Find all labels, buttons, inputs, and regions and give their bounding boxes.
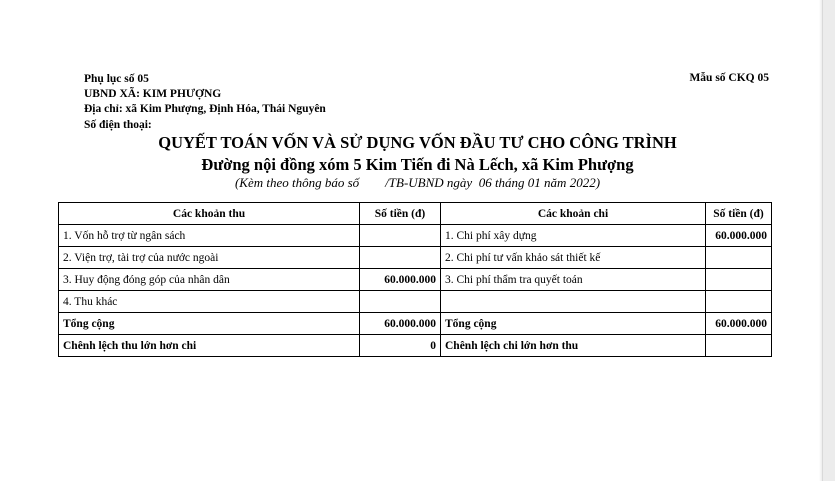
settlement-table bbox=[58, 202, 772, 357]
header-income-amount: Số tiền (đ) bbox=[360, 203, 441, 225]
income-amount bbox=[360, 291, 441, 313]
income-item: 3. Huy động đóng góp của nhân dân bbox=[59, 269, 360, 291]
total-row bbox=[59, 313, 772, 335]
income-item: 4. Thu khác bbox=[59, 291, 360, 313]
agency-name: UBND XÃ: KIM PHƯỢNG bbox=[84, 88, 222, 100]
expense-total-label: Tổng cộng bbox=[441, 313, 706, 335]
table-row bbox=[59, 225, 772, 247]
surplus-amount: 0 bbox=[360, 335, 441, 357]
form-code: Mẫu số CKQ 05 bbox=[689, 72, 769, 84]
expense-item: 1. Chi phí xây dựng bbox=[441, 225, 706, 247]
reference-note: (Kèm theo thông báo số /TB-UBND ngày 06 tháng 01 năm 2022) bbox=[234, 175, 601, 190]
table-row bbox=[59, 269, 772, 291]
header-income-items: Các khoản thu bbox=[59, 203, 360, 225]
income-total-label: Tổng cộng bbox=[59, 313, 360, 335]
income-amount bbox=[360, 247, 441, 269]
document-title: QUYẾT TOÁN VỐN VÀ SỬ DỤNG VỐN ĐẦU TƯ CHO CÔNG TRÌNH bbox=[158, 133, 677, 152]
income-total-amount: 60.000.000 bbox=[360, 313, 441, 335]
expense-amount bbox=[706, 291, 772, 313]
table-header-row bbox=[59, 203, 772, 225]
project-name: Đường nội đồng xóm 5 Kim Tiến đi Nà Lếch, xã Kim Phượng bbox=[201, 155, 634, 174]
expense-item: 3. Chi phí thẩm tra quyết toán bbox=[441, 269, 706, 291]
surplus-label: Chênh lệch thu lớn hơn chi bbox=[59, 335, 360, 357]
expense-item bbox=[441, 291, 706, 313]
table-row bbox=[59, 291, 772, 313]
difference-row bbox=[59, 335, 772, 357]
vertical-scrollbar[interactable] bbox=[822, 0, 835, 481]
address-line: Địa chỉ: xã Kim Phượng, Định Hóa, Thái Nguyên bbox=[84, 103, 326, 115]
income-amount: 60.000.000 bbox=[360, 269, 441, 291]
header-expense-amount: Số tiền (đ) bbox=[706, 203, 772, 225]
table-row bbox=[59, 247, 772, 269]
phone-line: Số điện thoại: bbox=[84, 119, 152, 131]
header-expense-items: Các khoản chi bbox=[441, 203, 706, 225]
expense-total-amount: 60.000.000 bbox=[706, 313, 772, 335]
deficit-amount bbox=[706, 335, 772, 357]
income-item: 1. Vốn hỗ trợ từ ngân sách bbox=[59, 225, 360, 247]
expense-amount bbox=[706, 247, 772, 269]
appendix-label: Phụ lục số 05 bbox=[84, 73, 149, 85]
income-item: 2. Viện trợ, tài trợ của nước ngoài bbox=[59, 247, 360, 269]
expense-amount bbox=[706, 269, 772, 291]
expense-item: 2. Chi phí tư vấn khảo sát thiết kế bbox=[441, 247, 706, 269]
expense-amount: 60.000.000 bbox=[706, 225, 772, 247]
deficit-label: Chênh lệch chi lớn hơn thu bbox=[441, 335, 706, 357]
income-amount bbox=[360, 225, 441, 247]
